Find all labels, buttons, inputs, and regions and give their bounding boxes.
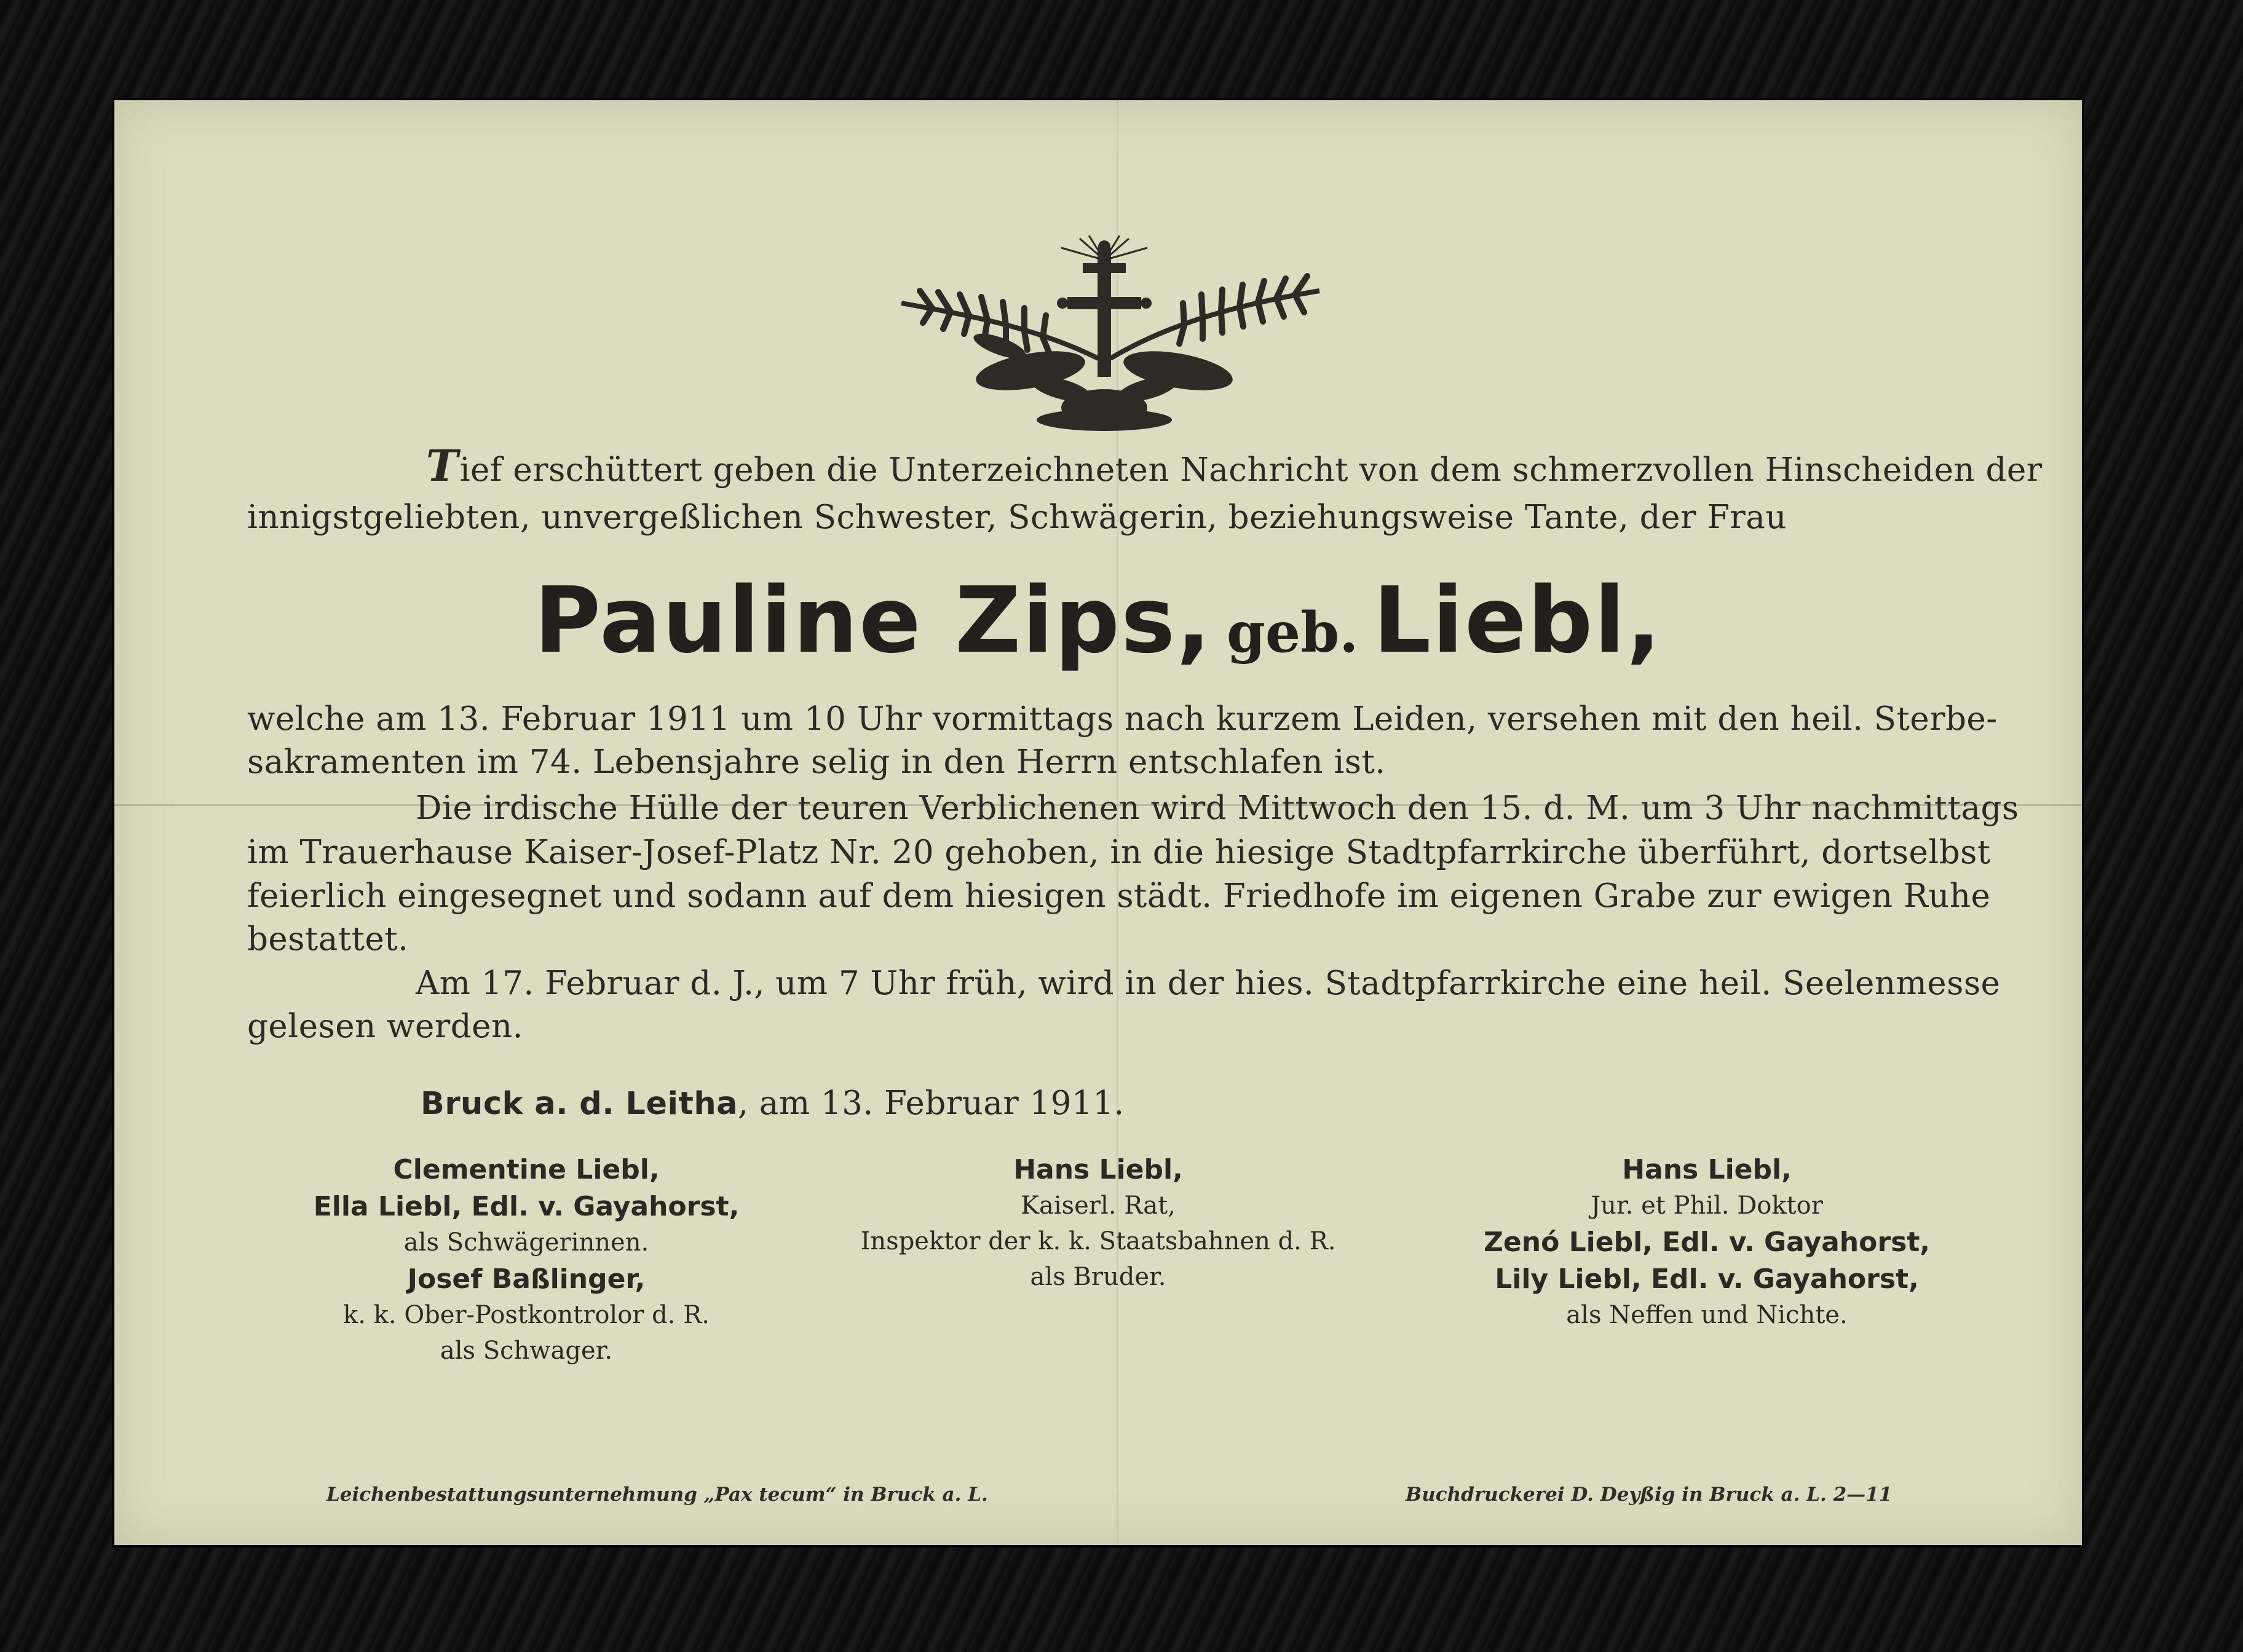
- signatory-name: Ella Liebl, Edl. v. Gayahorst,: [313, 1191, 740, 1222]
- paragraph-3-line-1: Am 17. Februar d. J., um 7 Uhr früh, wird in der hies. Stadtpfarrkirche eine heil. Seelenmesse: [416, 965, 2001, 1002]
- place-and-date: [421, 1087, 1125, 1120]
- date: , am 13. Februar 1911.: [738, 1085, 1125, 1122]
- deceased-name-first: Pauline Zips,: [534, 567, 1212, 673]
- signatory-title: Inspektor der k. k. Staatsbahnen d. R.: [860, 1227, 1336, 1255]
- deceased-name: [114, 567, 2082, 673]
- signatory-name: Hans Liebl,: [1013, 1154, 1183, 1185]
- deceased-name-last: Liebl,: [1373, 567, 1663, 673]
- paragraph-1-line-1: welche am 13. Februar 1911 um 10 Uhr vormittags nach kurzem Leiden, versehen mit den heil. Sterbe-: [247, 700, 1998, 738]
- undertaker-imprint: Leichenbestattungsunternehmung „Pax tecum“ in Bruck a. L.: [326, 1484, 988, 1506]
- drop-capital: T: [426, 440, 459, 491]
- signatory-role: als Schwager.: [440, 1337, 613, 1365]
- cross-with-palm-branches-icon: [877, 235, 1332, 438]
- paragraph-3-line-2: gelesen werden.: [247, 1008, 523, 1045]
- signatory-role: als Bruder.: [1030, 1263, 1166, 1291]
- signatory-name: Hans Liebl,: [1622, 1154, 1792, 1185]
- signatory-name: Lily Liebl, Edl. v. Gayahorst,: [1495, 1263, 1919, 1295]
- death-notice-card: [114, 100, 2082, 1545]
- deceased-name-geb: geb.: [1227, 600, 1359, 665]
- place: Bruck a. d. Leitha: [421, 1086, 738, 1122]
- signatory-role: als Schwägerinnen.: [403, 1228, 649, 1257]
- signatories-right: [1455, 1156, 1959, 1338]
- signatory-title: Jur. et Phil. Doktor: [1591, 1192, 1823, 1220]
- signatory-name: Zenó Liebl, Edl. v. Gayahorst,: [1484, 1227, 1930, 1258]
- paragraph-2-line-4: bestattet.: [247, 920, 409, 958]
- intro-line-1-text: ief erschüttert geben die Unterzeichneten Nachricht von dem schmerzvollen Hinscheiden der: [459, 451, 2043, 489]
- signatory-name: Clementine Liebl,: [393, 1154, 660, 1185]
- paragraph-2-line-2: im Trauerhause Kaiser-Josef-Platz Nr. 20 gehoben, in die hiesige Stadtpfarrkirche überführt, dortselbst: [247, 834, 1991, 871]
- signatories-left: [311, 1156, 742, 1374]
- signatory-name: Josef Baßlinger,: [407, 1263, 646, 1295]
- signatory-title: Kaiserl. Rat,: [1021, 1192, 1176, 1220]
- paragraph-1-line-2: sakramenten im 74. Lebensjahre selig in den Herrn entschlafen ist.: [247, 743, 1386, 781]
- paragraph-2-line-1: Die irdische Hülle der teuren Verblichenen wird Mittwoch den 15. d. M. um 3 Uhr nachmittags: [416, 789, 2019, 827]
- signatory-title: k. k. Ober-Postkontrolor d. R.: [343, 1301, 710, 1329]
- intro-line-2: innigstgeliebten, unvergeßlichen Schwester, Schwägerin, beziehungsweise Tante, der Frau: [247, 499, 1787, 536]
- intro-line-1: [426, 440, 2043, 491]
- paragraph-2-line-3: feierlich eingesegnet und sodann auf dem hiesigen städt. Friedhofe im eigenen Grabe zur ewigen Ruhe: [247, 877, 1991, 915]
- signatory-role: als Neffen und Nichte.: [1566, 1301, 1848, 1329]
- printer-imprint: Buchdruckerei D. Deyßig in Bruck a. L. 2—11: [1406, 1484, 1893, 1506]
- signatories-center: [840, 1156, 1356, 1300]
